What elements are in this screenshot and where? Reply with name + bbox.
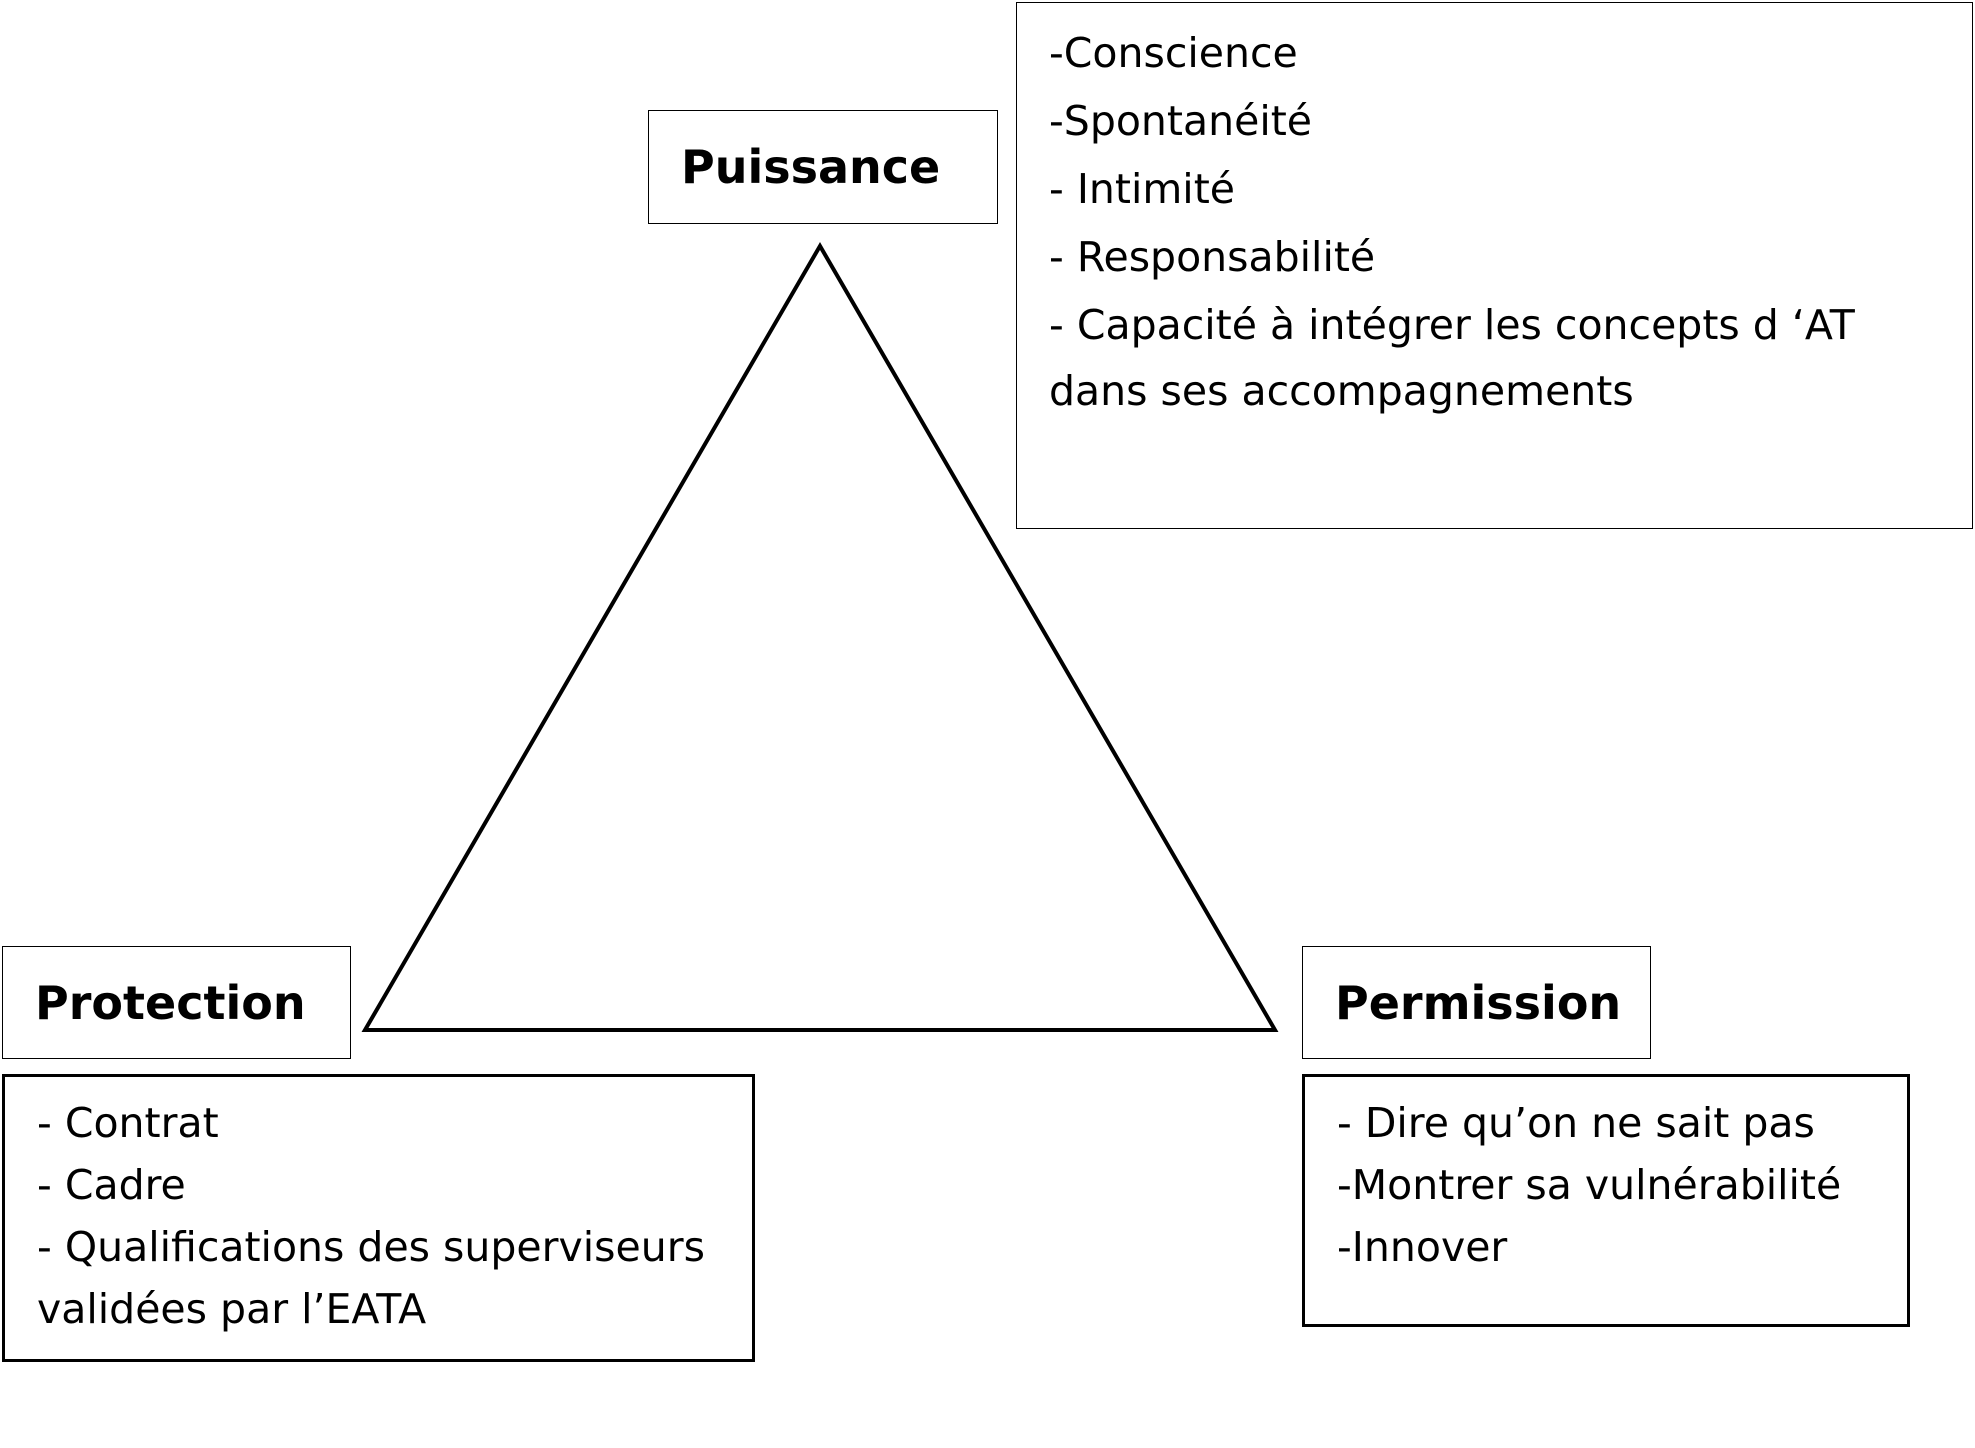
puissance-item: - Capacité à intégrer les concepts d ‘AT xyxy=(1049,301,1855,349)
protection-item: validées par l’EATA xyxy=(37,1285,427,1333)
protection-label-box xyxy=(2,946,351,1059)
puissance-item: - Responsabilité xyxy=(1049,233,1376,281)
puissance-item: - Intimité xyxy=(1049,165,1236,213)
protection-item: - Contrat xyxy=(37,1099,219,1147)
permission-item: -Innover xyxy=(1337,1223,1508,1271)
puissance-list-box xyxy=(1016,2,1973,529)
protection-title: Protection xyxy=(35,975,306,1030)
puissance-item: -Conscience xyxy=(1049,29,1298,77)
permission-list-box xyxy=(1302,1074,1910,1327)
puissance-item: dans ses accompagnements xyxy=(1049,367,1634,415)
protection-list-box xyxy=(2,1074,755,1362)
protection-item: - Qualifications des superviseurs xyxy=(37,1223,705,1271)
puissance-item: -Spontanéité xyxy=(1049,97,1313,145)
permission-item: - Dire qu’on ne sait pas xyxy=(1337,1099,1815,1147)
permission-title: Permission xyxy=(1335,975,1622,1030)
permission-label-box xyxy=(1302,946,1651,1059)
permission-item: -Montrer sa vulnérabilité xyxy=(1337,1161,1842,1209)
puissance-label-box xyxy=(648,110,998,224)
protection-item: - Cadre xyxy=(37,1161,186,1209)
puissance-title: Puissance xyxy=(681,140,941,194)
